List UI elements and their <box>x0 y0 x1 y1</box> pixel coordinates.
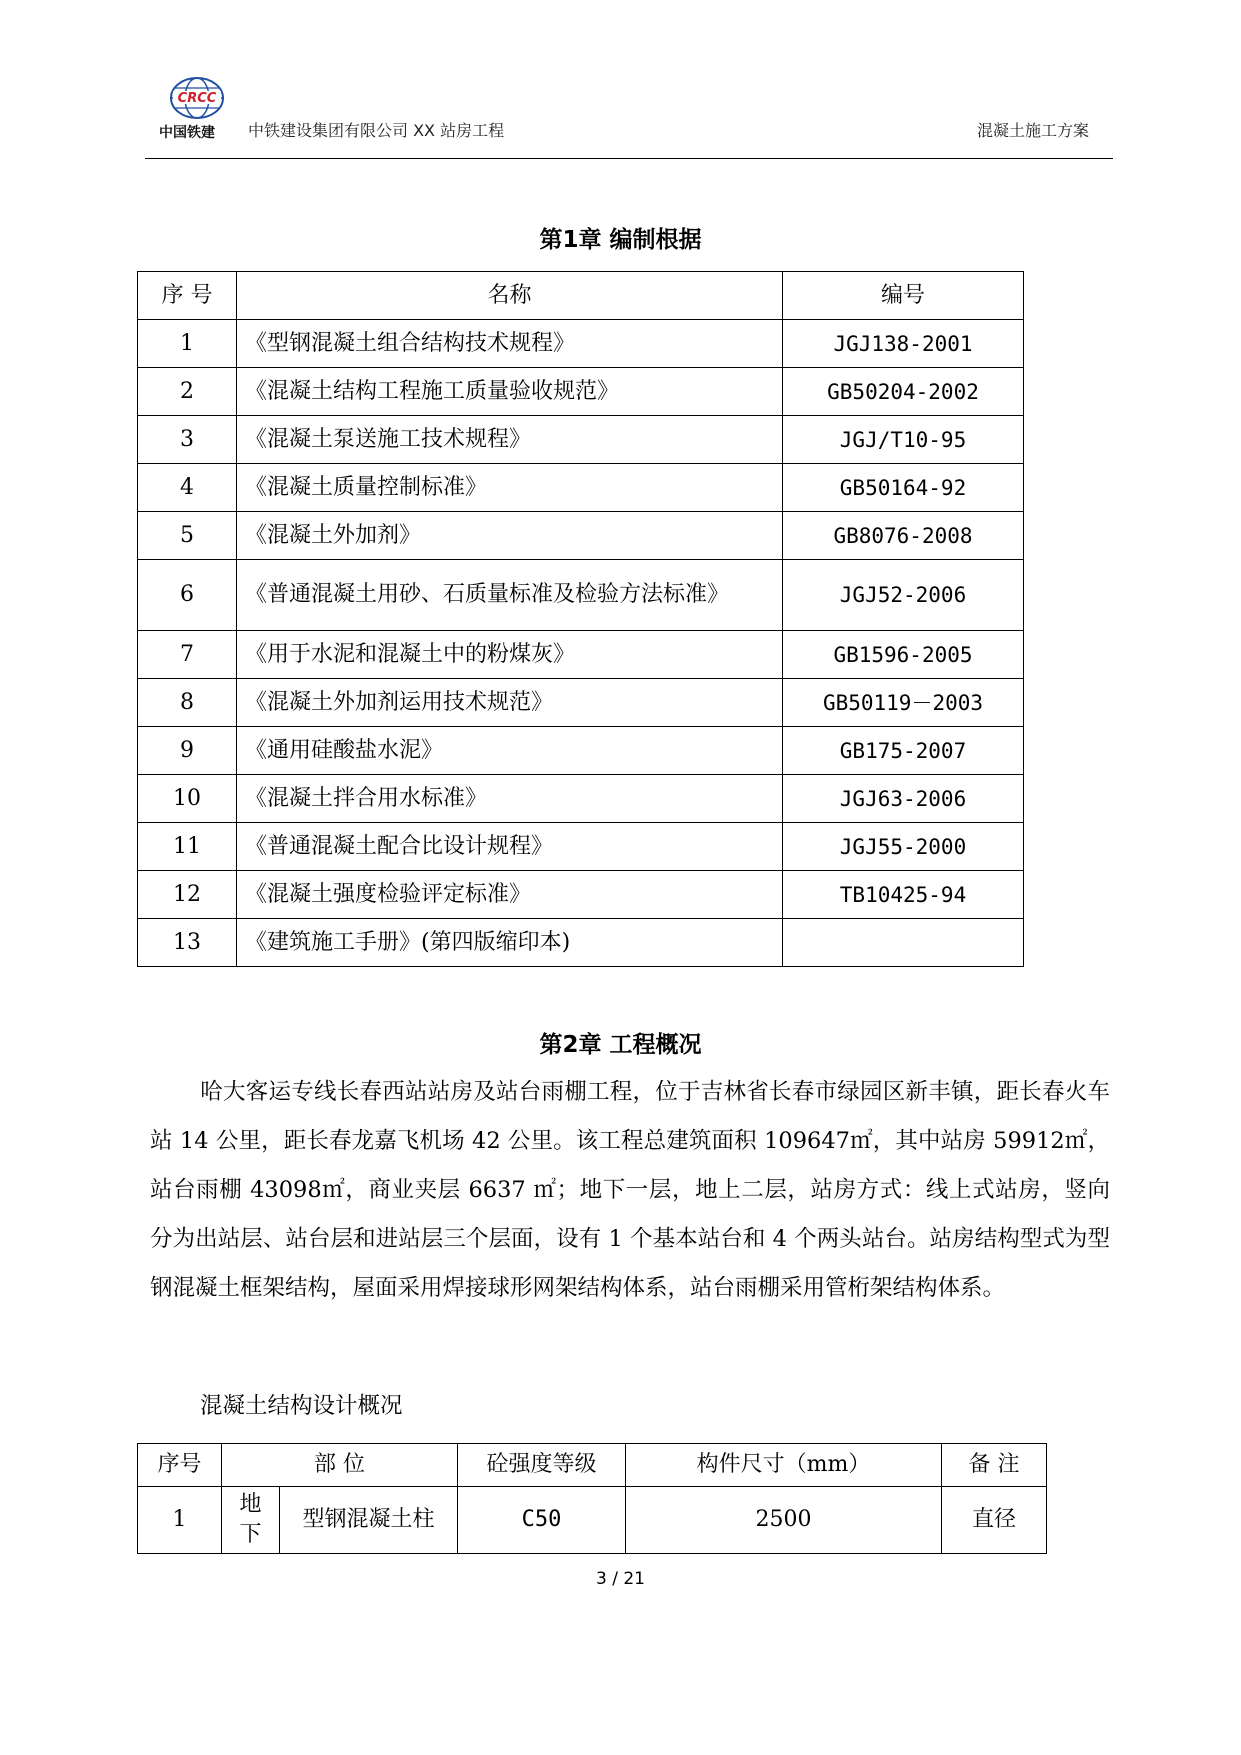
row-location-level: 地下 <box>222 1487 280 1554</box>
col-header-no: 序 号 <box>138 272 237 320</box>
row-name: 《普通混凝土用砂、石质量标准及检验方法标准》 <box>237 560 783 631</box>
row-name: 《型钢混凝土组合结构技术规程》 <box>237 320 783 368</box>
row-no: 6 <box>138 560 237 631</box>
row-code: GB50204-2002 <box>783 368 1024 416</box>
table-row <box>138 775 1024 823</box>
table-row <box>138 727 1024 775</box>
row-code: GB50119－2003 <box>783 679 1024 727</box>
row-name: 《混凝土拌合用水标准》 <box>237 775 783 823</box>
table-row <box>138 512 1024 560</box>
row-no: 1 <box>138 320 237 368</box>
table-row <box>138 919 1024 967</box>
row-size: 2500 <box>626 1487 942 1554</box>
row-code: JGJ52-2006 <box>783 560 1024 631</box>
table-row <box>138 679 1024 727</box>
table-row <box>138 1487 1047 1554</box>
col-header-size: 构件尺寸（mm） <box>626 1444 942 1487</box>
row-grade: C50 <box>458 1487 626 1554</box>
document-title: 混凝土施工方案 <box>976 121 1089 140</box>
row-name: 《混凝土结构工程施工质量验收规范》 <box>237 368 783 416</box>
row-no: 13 <box>138 919 237 967</box>
col-header-code: 编号 <box>783 272 1024 320</box>
row-no: 8 <box>138 679 237 727</box>
table-row <box>138 823 1024 871</box>
col-header-location: 部 位 <box>222 1444 458 1487</box>
row-no: 1 <box>138 1487 222 1554</box>
row-code: JGJ63-2006 <box>783 775 1024 823</box>
row-name: 《通用硅酸盐水泥》 <box>237 727 783 775</box>
row-no: 11 <box>138 823 237 871</box>
row-name: 《混凝土外加剂》 <box>237 512 783 560</box>
paragraph-text: 哈大客运专线长春西站站房及站台雨棚工程，位于吉林省长春市绿园区新丰镇，距长春火车站 14 公里，距长春龙嘉飞机场 42 公里。该工程总建筑面积 109647㎡，其中站房 59912㎡，站台雨棚 43098㎡，商业夹层 6637 ㎡；地下一层，地上二层，站房方式：线上式站房，竖向分为出站层、站台层和进站层三个层面，设有 1 个基本站台和 4 个两头站台。站房结构型式为型钢混凝土框架结构，屋面采用焊接球形网架结构体系，站台雨棚采用管桁架结构体系。 <box>150 1079 1110 1301</box>
page-number: 3 / 21 <box>596 1569 645 1589</box>
structure-subheading: 混凝土结构设计概况 <box>200 1393 403 1419</box>
table-row <box>138 560 1024 631</box>
row-name: 《用于水泥和混凝土中的粉煤灰》 <box>237 631 783 679</box>
row-no: 4 <box>138 464 237 512</box>
page-header <box>145 76 1113 159</box>
svg-text:CRCC: CRCC <box>177 91 217 106</box>
row-code <box>783 919 1024 967</box>
row-no: 2 <box>138 368 237 416</box>
col-header-grade: 砼强度等级 <box>458 1444 626 1487</box>
col-header-note: 备 注 <box>942 1444 1047 1487</box>
row-code: GB1596-2005 <box>783 631 1024 679</box>
company-name: 中铁建设集团有限公司 XX 站房工程 <box>248 121 505 140</box>
table-row <box>138 631 1024 679</box>
table-row <box>138 416 1024 464</box>
row-no: 10 <box>138 775 237 823</box>
table-header-row <box>138 1444 1047 1487</box>
row-no: 12 <box>138 871 237 919</box>
col-header-no: 序号 <box>138 1444 222 1487</box>
row-name: 《混凝土强度检验评定标准》 <box>237 871 783 919</box>
table-row <box>138 871 1024 919</box>
table-row <box>138 368 1024 416</box>
logo-text: 中国铁建 <box>159 125 215 141</box>
row-no: 7 <box>138 631 237 679</box>
chapter-2-title: 第2章 工程概况 <box>539 1032 702 1058</box>
project-overview-paragraph <box>150 1068 1110 1313</box>
references-table <box>137 271 1024 967</box>
col-header-name: 名称 <box>237 272 783 320</box>
row-code: GB175-2007 <box>783 727 1024 775</box>
row-no: 3 <box>138 416 237 464</box>
row-code: GB8076-2008 <box>783 512 1024 560</box>
row-location-member: 型钢混凝土柱 <box>280 1487 458 1554</box>
row-code: JGJ138-2001 <box>783 320 1024 368</box>
table-header-row <box>138 272 1024 320</box>
row-name: 《混凝土外加剂运用技术规范》 <box>237 679 783 727</box>
row-code: GB50164-92 <box>783 464 1024 512</box>
row-no: 9 <box>138 727 237 775</box>
row-name: 《混凝土泵送施工技术规程》 <box>237 416 783 464</box>
row-no: 5 <box>138 512 237 560</box>
row-name: 《建筑施工手册》(第四版缩印本) <box>237 919 783 967</box>
row-name: 《混凝土质量控制标准》 <box>237 464 783 512</box>
row-name: 《普通混凝土配合比设计规程》 <box>237 823 783 871</box>
chapter-1-title: 第1章 编制根据 <box>539 227 702 253</box>
structure-design-table <box>137 1443 1047 1554</box>
table-row <box>138 464 1024 512</box>
row-code: JGJ/T10-95 <box>783 416 1024 464</box>
row-code: TB10425-94 <box>783 871 1024 919</box>
row-note: 直径 <box>942 1487 1047 1554</box>
table-row <box>138 320 1024 368</box>
row-code: JGJ55-2000 <box>783 823 1024 871</box>
